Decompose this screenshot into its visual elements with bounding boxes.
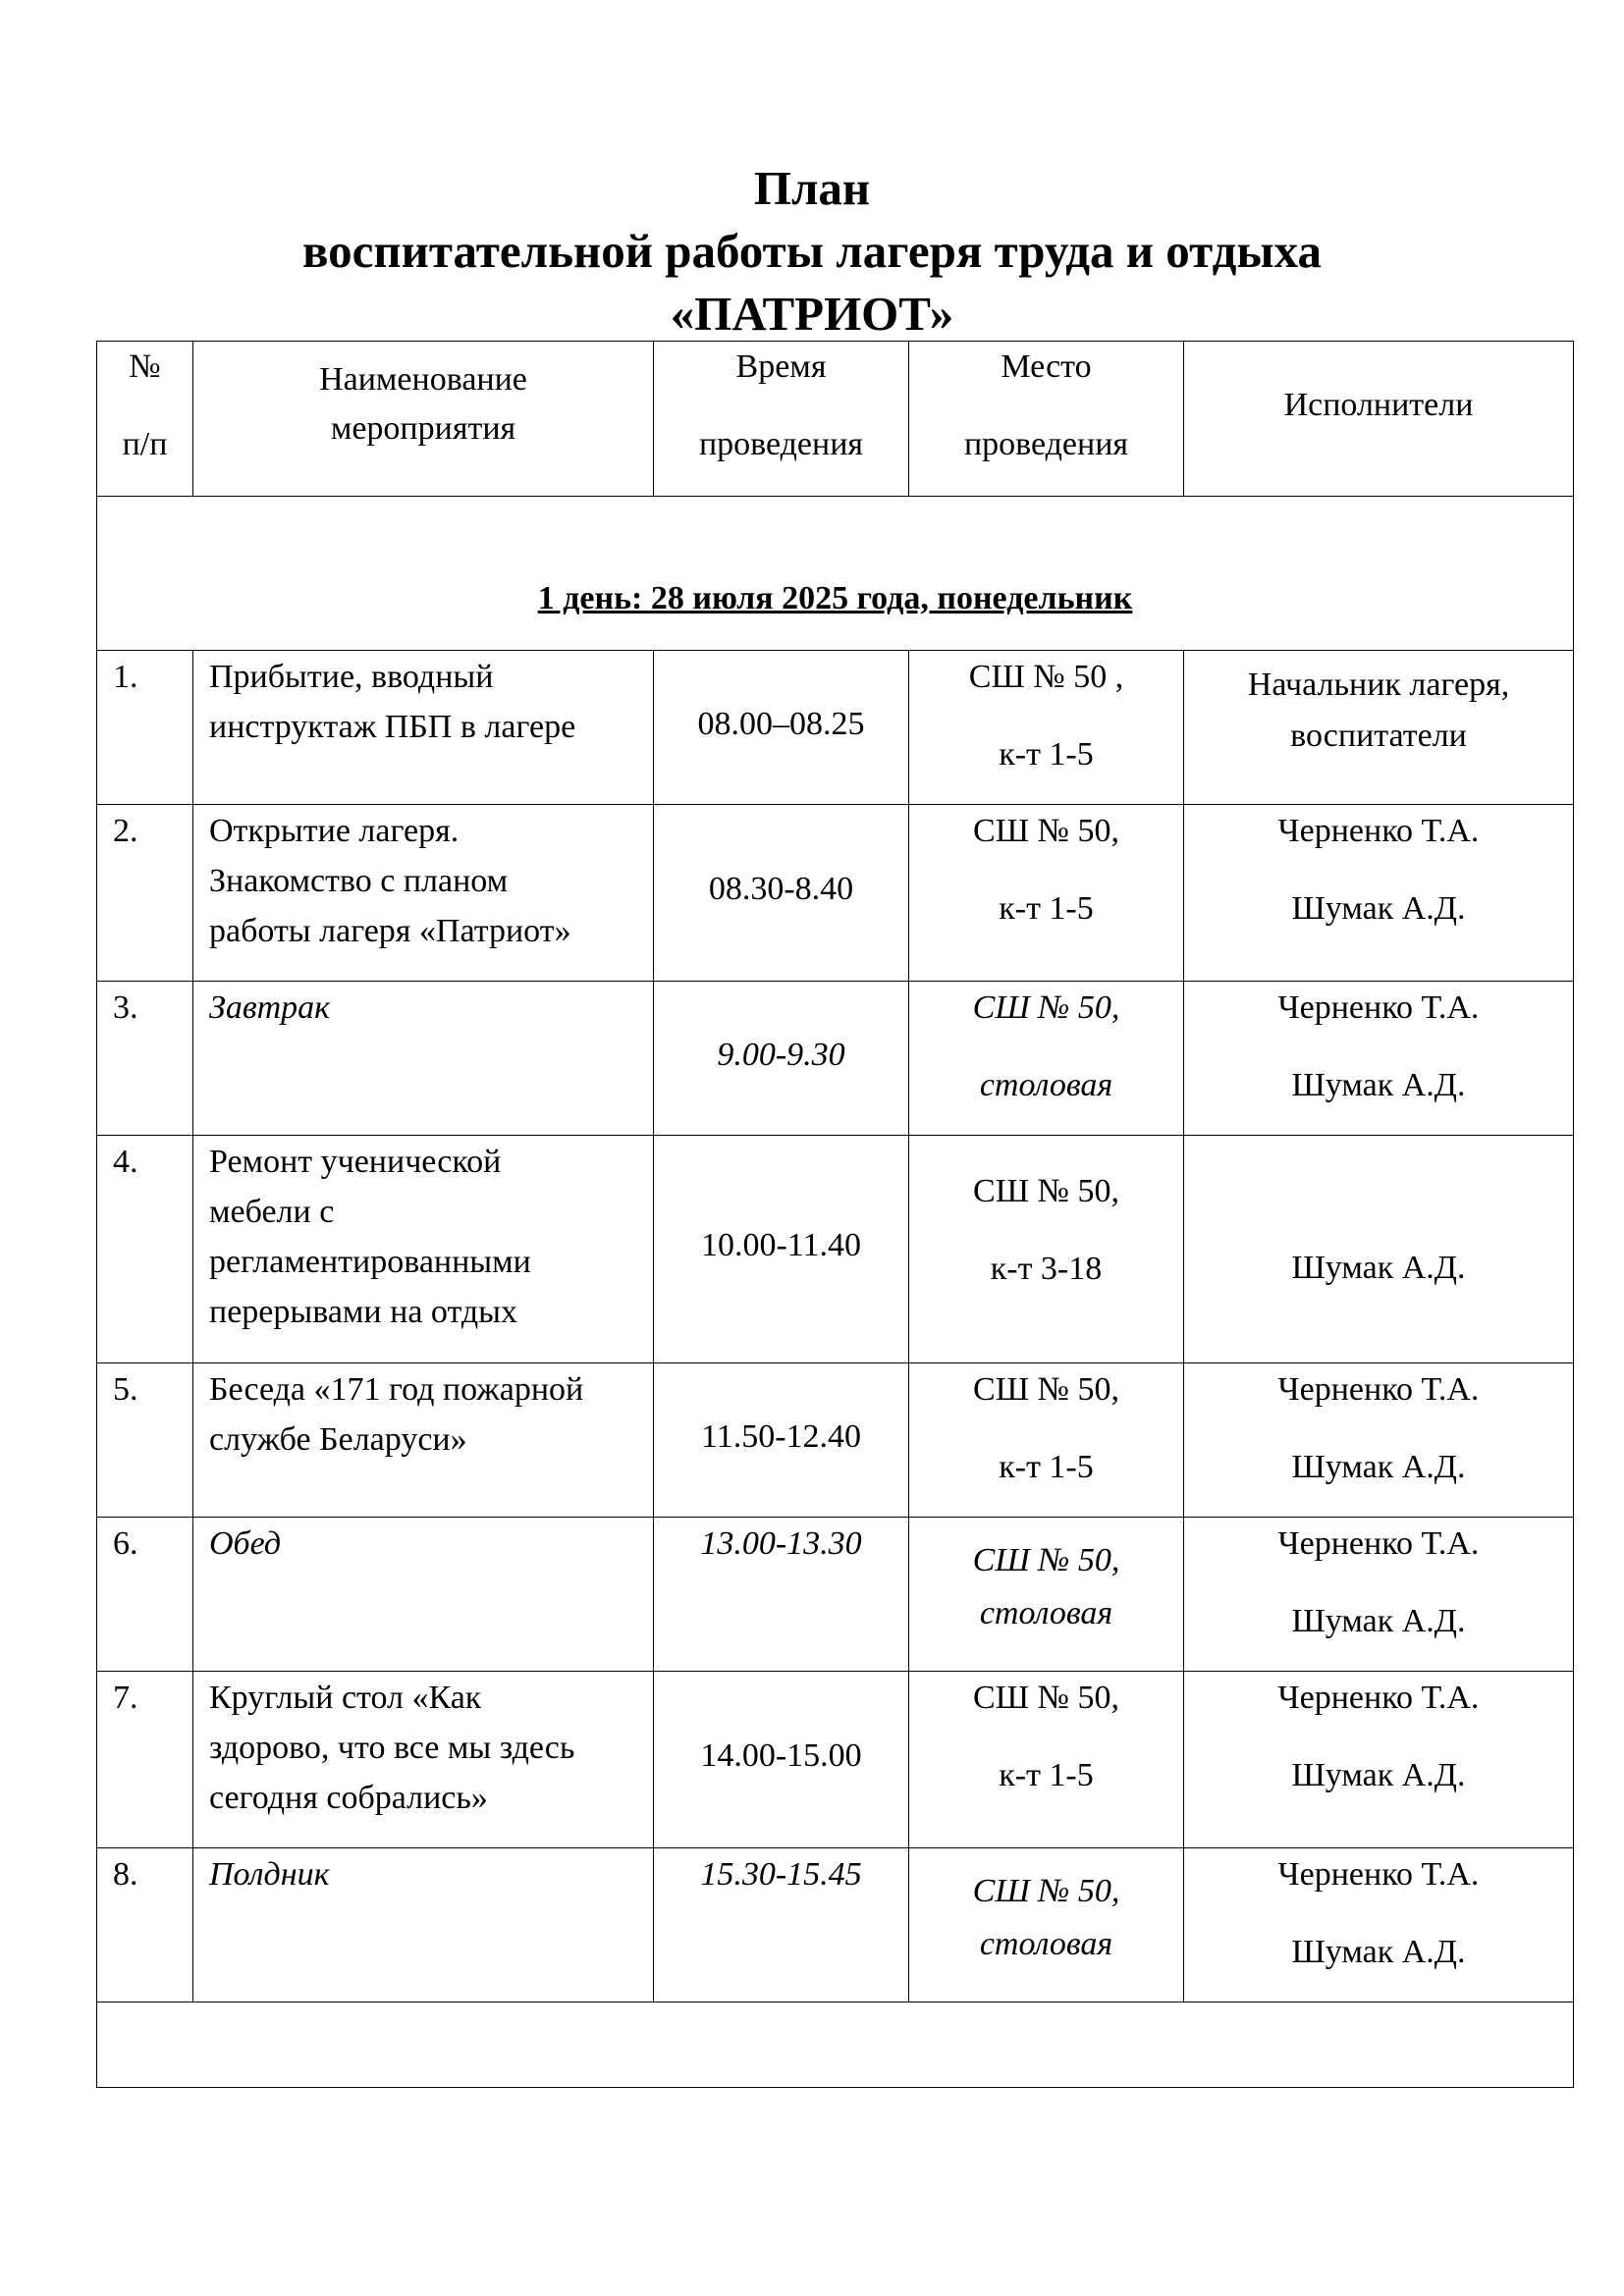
header-time-line1: Время: [735, 348, 827, 385]
event-name-line: перерывами на отдых: [209, 1294, 518, 1330]
executor-name: Черненко Т.А.: [1277, 1525, 1480, 1562]
row-number-cell: [97, 1136, 193, 1363]
event-name-line: работы лагеря «Патриот»: [209, 913, 571, 949]
event-time-cell: [654, 651, 909, 805]
executors-cell: [1184, 1848, 1574, 2002]
executor-name: Шумак А.Д.: [1291, 1757, 1466, 1793]
event-name-line: Завтрак: [209, 989, 331, 1026]
event-time-cell: [654, 1848, 909, 2002]
row-number-cell: [97, 1672, 193, 1848]
header-number: [97, 342, 193, 497]
event-place-cell: [909, 651, 1184, 805]
table-row: [97, 805, 1574, 982]
event-name-line: мебели с: [209, 1194, 335, 1230]
event-time: 14.00-15.00: [700, 1737, 862, 1774]
event-name-cell: [193, 982, 654, 1136]
header-event-line1: Наименование: [319, 361, 527, 398]
executor-name: Черненко Т.А.: [1277, 989, 1480, 1026]
event-place-line: к-т 1-5: [999, 890, 1094, 927]
row-number: 1.: [113, 659, 138, 695]
executors-cell: [1184, 651, 1574, 805]
event-time-cell: [654, 982, 909, 1136]
executor-name: воспитатели: [1290, 718, 1467, 754]
event-name-cell: [193, 1136, 654, 1363]
day-cell: [97, 497, 1574, 651]
event-name-line: Ремонт ученической: [209, 1144, 502, 1180]
event-time: 10.00-11.40: [700, 1227, 862, 1263]
table-row: [97, 1136, 1574, 1363]
event-name-line: Беседа «171 год пожарной: [209, 1371, 584, 1408]
row-number-cell: [97, 982, 193, 1136]
row-number-cell: [97, 1848, 193, 2002]
row-number-cell: [97, 1518, 193, 1672]
event-name-line: службе Беларуси»: [209, 1421, 467, 1458]
day-label: 1 день: 28 июля 2025 года, понедельник: [537, 580, 1133, 616]
executor-name: Черненко Т.А.: [1277, 1371, 1480, 1408]
table-row: [97, 1848, 1574, 2002]
event-time: 08.30-8.40: [708, 871, 854, 907]
camp-name: «ПАТРИОТ»: [670, 287, 954, 341]
row-number: 7.: [113, 1680, 138, 1716]
event-place-cell: [909, 1136, 1184, 1363]
executors-cell: [1184, 1363, 1574, 1518]
executors-cell: [1184, 1136, 1574, 1363]
event-name-line: Круглый стол «Как: [209, 1680, 482, 1716]
executors-cell: [1184, 805, 1574, 982]
event-place-line: СШ № 50,: [973, 1680, 1119, 1716]
event-name-cell: [193, 1848, 654, 2002]
event-time-cell: [654, 1672, 909, 1848]
executor-name: Шумак А.Д.: [1291, 1934, 1466, 1970]
event-place-line: к-т 1-5: [999, 1449, 1094, 1485]
executors-cell: [1184, 1672, 1574, 1848]
empty-cell: [97, 2002, 1574, 2088]
event-name-line: Обед: [209, 1525, 282, 1562]
row-number: 5.: [113, 1371, 138, 1408]
executor-name: Начальник лагеря,: [1247, 667, 1510, 703]
event-place-cell: [909, 982, 1184, 1136]
event-place-cell: [909, 1518, 1184, 1672]
executor-name: Черненко Т.А.: [1277, 813, 1480, 849]
header-event: [193, 342, 654, 497]
event-name-line: Знакомство с планом: [209, 863, 509, 899]
row-number-cell: [97, 805, 193, 982]
table-row: [97, 1672, 1574, 1848]
row-number: 3.: [113, 989, 138, 1026]
event-place-line: к-т 1-5: [999, 1757, 1094, 1793]
event-place-line: к-т 1-5: [999, 736, 1094, 773]
event-place-cell: [909, 805, 1184, 982]
row-number: 6.: [113, 1525, 138, 1562]
event-time: 15.30-15.45: [700, 1856, 862, 1893]
executors-cell: [1184, 982, 1574, 1136]
event-name-cell: [193, 1363, 654, 1518]
table-row: [97, 651, 1574, 805]
event-place-line: СШ № 50,: [973, 1173, 1119, 1209]
event-time: 13.00-13.30: [700, 1525, 862, 1562]
event-time: 11.50-12.40: [700, 1418, 862, 1455]
document-subtitle: воспитательной работы лагеря труда и отдыха: [302, 224, 1322, 278]
event-time-cell: [654, 1136, 909, 1363]
day-row: [97, 497, 1574, 651]
header-time: [654, 342, 909, 497]
event-name-cell: [193, 1672, 654, 1848]
executor-name: Шумак А.Д.: [1291, 1067, 1466, 1103]
header-place-line2: проведения: [963, 426, 1129, 462]
row-number: 2.: [113, 813, 138, 849]
event-place-line: СШ № 50,: [972, 1542, 1120, 1578]
executor-name: Шумак А.Д.: [1291, 890, 1466, 927]
header-number-line2: п/п: [122, 426, 168, 462]
event-place-line: к-т 3-18: [990, 1251, 1103, 1287]
event-place-line: СШ № 50,: [973, 813, 1119, 849]
event-time-cell: [654, 1518, 909, 1672]
event-name-line: инструктаж ПБП в лагере: [209, 709, 576, 745]
event-name-line: Полдник: [209, 1856, 330, 1893]
event-name-line: здорово, что все мы здесь: [209, 1730, 575, 1766]
header-time-line2: проведения: [698, 426, 864, 462]
row-number: 4.: [113, 1144, 138, 1180]
executor-name: Шумак А.Д.: [1291, 1603, 1466, 1639]
activity-plan-table: [96, 341, 1574, 2088]
event-name-cell: [193, 1518, 654, 1672]
row-number-cell: [97, 651, 193, 805]
executor-name: Шумак А.Д.: [1291, 1250, 1466, 1286]
header-event-line2: мероприятия: [330, 410, 516, 447]
event-place-line: СШ № 50 ,: [968, 659, 1124, 695]
event-time-cell: [654, 805, 909, 982]
document-title: План: [753, 161, 871, 215]
header-place: [909, 342, 1184, 497]
executor-name: Черненко Т.А.: [1277, 1680, 1480, 1716]
event-place-cell: [909, 1363, 1184, 1518]
event-time: 9.00-9.30: [717, 1037, 845, 1073]
table-row: [97, 1518, 1574, 1672]
table-row: [97, 1363, 1574, 1518]
header-number-line1: №: [129, 348, 161, 385]
event-place-line: столовая: [979, 1067, 1113, 1103]
event-name-line: Открытие лагеря.: [209, 813, 460, 849]
table-header-row: [97, 342, 1574, 497]
table-row: [97, 982, 1574, 1136]
event-name-cell: [193, 805, 654, 982]
event-time: 08.00–08.25: [697, 706, 865, 742]
event-name-cell: [193, 651, 654, 805]
event-name-line: регламентированными: [209, 1244, 531, 1280]
empty-row: [97, 2002, 1574, 2088]
event-place-line: столовая: [979, 1595, 1113, 1631]
event-place-line: СШ № 50,: [973, 1371, 1119, 1408]
executor-name: Черненко Т.А.: [1277, 1856, 1480, 1893]
event-time-cell: [654, 1363, 909, 1518]
event-place-cell: [909, 1672, 1184, 1848]
event-name-line: сегодня собрались»: [209, 1780, 488, 1816]
event-place-line: СШ № 50,: [972, 989, 1120, 1026]
event-place-line: СШ № 50,: [972, 1873, 1120, 1909]
event-place-cell: [909, 1848, 1184, 2002]
header-executors: [1184, 342, 1574, 497]
executor-name: Шумак А.Д.: [1291, 1449, 1466, 1485]
row-number: 8.: [113, 1856, 138, 1893]
executors-cell: [1184, 1518, 1574, 1672]
header-executors-label: Исполнители: [1283, 387, 1474, 423]
event-name-line: Прибытие, вводный: [209, 659, 494, 695]
event-place-line: столовая: [979, 1926, 1113, 1962]
row-number-cell: [97, 1363, 193, 1518]
header-place-line1: Место: [1001, 348, 1092, 385]
